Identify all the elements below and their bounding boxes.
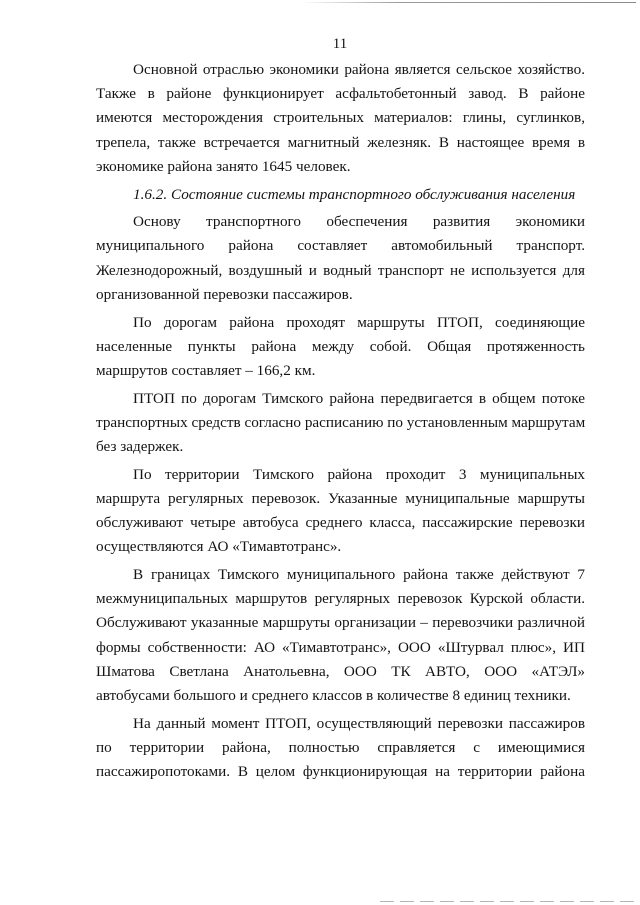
- text-line: автобусами большого и среднего классов в количестве 8 единиц техники.: [96, 687, 571, 705]
- paragraph-transport-basis: [96, 210, 585, 307]
- scan-edge-bottom: [380, 901, 636, 902]
- text-line: Также в районе функционирует асфальтобетонный завод. В районе: [96, 85, 585, 103]
- text-line: транспортных средств согласно расписанию по установленным маршрутам: [96, 413, 586, 431]
- text-line: пассажиропотоками. В целом функционирующая на территории района: [96, 763, 585, 781]
- text-line: Железнодорожный, воздушный и водный транспорт не используется для: [96, 261, 585, 279]
- text-line: Основу транспортного обеспечения развития экономики: [133, 213, 585, 231]
- text-line: ПТОП по дорогам Тимского района передвигается в общем потоке: [133, 389, 585, 407]
- text-line: В границах Тимского муниципального района также действуют 7: [133, 566, 585, 584]
- scan-edge-top: [300, 2, 636, 3]
- text-line: маршрута регулярных перевозок. Указанные муниципальные маршруты: [96, 489, 585, 507]
- text-line: трепела, также встречается магнитный железняк. В настоящее время в: [96, 133, 585, 151]
- text-line: Обслуживают указанные маршруты организации – перевозчики различной: [96, 614, 585, 632]
- section-heading: 1.6.2. Состояние системы транспортного обслуживания населения: [133, 185, 576, 203]
- text-line: На данный момент ПТОП, осуществляющий перевозки пассажиров: [133, 714, 585, 732]
- text-line: По дорогам района проходят маршруты ПТОП, соединяющие: [133, 313, 585, 331]
- text-line: обслуживают четыре автобуса среднего класса, пассажирские перевозки: [96, 514, 585, 532]
- paragraph-routes: [96, 311, 585, 384]
- text-line: муниципального района составляет автомобильный транспорт.: [96, 237, 585, 255]
- paragraph-current-state: [96, 712, 585, 785]
- text-line: Основной отраслью экономики района является сельское хозяйство.: [133, 61, 585, 78]
- paragraph-economy: [96, 58, 585, 179]
- text-line: без задержек.: [96, 438, 184, 456]
- text-line: населенные пункты района между собой. Общая протяженность: [96, 337, 585, 355]
- text-line: экономике района занято 1645 человек.: [96, 157, 351, 175]
- text-line: осуществляются АО «Тимавтотранс».: [96, 538, 342, 556]
- text-line: организованной перевозки пассажиров.: [96, 285, 353, 303]
- text-line: По территории Тимского района проходит 3 муниципальных: [133, 465, 585, 483]
- text-line: Шматова Светлана Анатольевна, ООО ТК АВТО, ООО «АТЭЛ»: [96, 662, 585, 680]
- text-line: межмуниципальных маршрутов регулярных перевозок Курской области.: [96, 590, 585, 608]
- page-number: 11: [332, 36, 348, 52]
- paragraph-intermunicipal-routes: [96, 563, 585, 708]
- text-line: по территории района, полностью справляется с имеющимися: [96, 738, 585, 756]
- paragraph-traffic-flow: [96, 387, 585, 460]
- paragraph-municipal-routes: [96, 463, 585, 560]
- document-body: [96, 58, 585, 784]
- text-line: имеются месторождения строительных материалов: глины, суглинков,: [96, 109, 585, 127]
- text-line: формы собственности: АО «Тимавтотранс», ООО «Штурвал плюс», ИП: [96, 638, 585, 656]
- text-line: маршрутов составляет – 166,2 км.: [96, 361, 316, 379]
